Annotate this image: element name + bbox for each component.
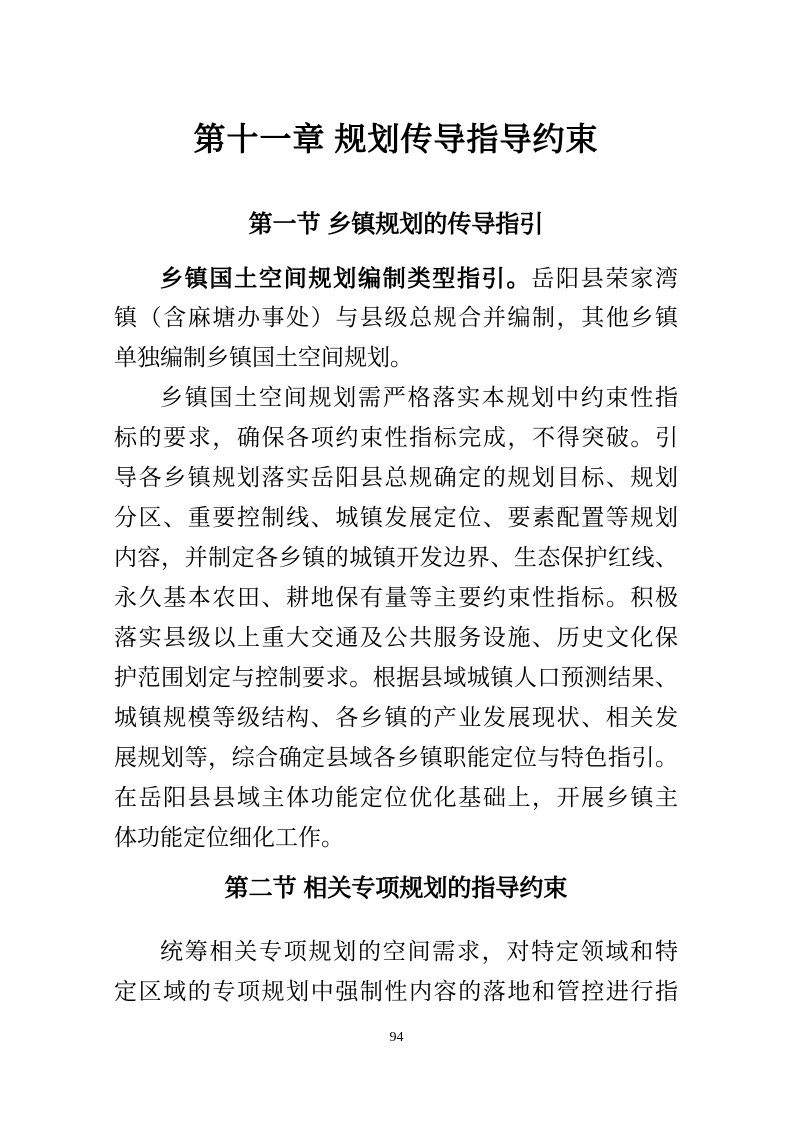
page-content	[114, 0, 678, 1012]
paragraph-line: 永久基本农田、耕地保有量等主要约束性指标。积极	[114, 585, 678, 610]
paragraph-line: 落实县级以上重大交通及公共服务设施、历史文化保	[114, 625, 678, 650]
paragraph-line: 分区、重要控制线、城镇发展定位、要素配置等规划	[114, 505, 678, 530]
section-1-body	[114, 258, 678, 858]
paragraph-line: 体功能定位细化工作。	[114, 825, 344, 850]
paragraph-line: 护范围划定与控制要求。根据县域城镇人口预测结果、	[114, 665, 678, 690]
paragraph-line	[114, 258, 678, 298]
chapter-title: 第十一章 规划传导指导约束	[193, 121, 599, 157]
section-2-heading: 第二节 相关专项规划的指导约束	[224, 875, 568, 902]
paragraph-lead-rest: 岳阳县荣家湾	[531, 266, 678, 291]
paragraph-line: 标的要求，确保各项约束性指标完成，不得突破。引	[114, 425, 678, 450]
paragraph-lead-bold: 乡镇国土空间规划编制类型指引。	[160, 265, 532, 291]
paragraph-line: 定区域的专项规划中强制性内容的落地和管控进行指	[114, 979, 678, 1004]
section-1-heading: 第一节 乡镇规划的传导指引	[248, 211, 544, 238]
section-2-body	[114, 932, 678, 1012]
paragraph-line: 单独编制乡镇国土空间规划。	[114, 345, 413, 370]
page-number: 94	[389, 1030, 404, 1045]
paragraph-line: 乡镇国土空间规划需严格落实本规划中约束性指	[160, 385, 678, 410]
paragraph-line: 内容，并制定各乡镇的城镇开发边界、生态保护红线、	[114, 545, 678, 570]
paragraph-line: 镇（含麻塘办事处）与县级总规合并编制，其他乡镇	[114, 305, 678, 330]
paragraph-line: 统筹相关专项规划的空间需求，对特定领域和特	[160, 939, 678, 964]
paragraph-line: 导各乡镇规划落实岳阳县总规确定的规划目标、规划	[114, 465, 678, 490]
paragraph-line: 在岳阳县县域主体功能定位优化基础上，开展乡镇主	[114, 785, 678, 810]
paragraph-line: 展规划等，综合确定县域各乡镇职能定位与特色指引。	[114, 745, 678, 770]
paragraph-line: 城镇规模等级结构、各乡镇的产业发展现状、相关发	[114, 705, 678, 730]
